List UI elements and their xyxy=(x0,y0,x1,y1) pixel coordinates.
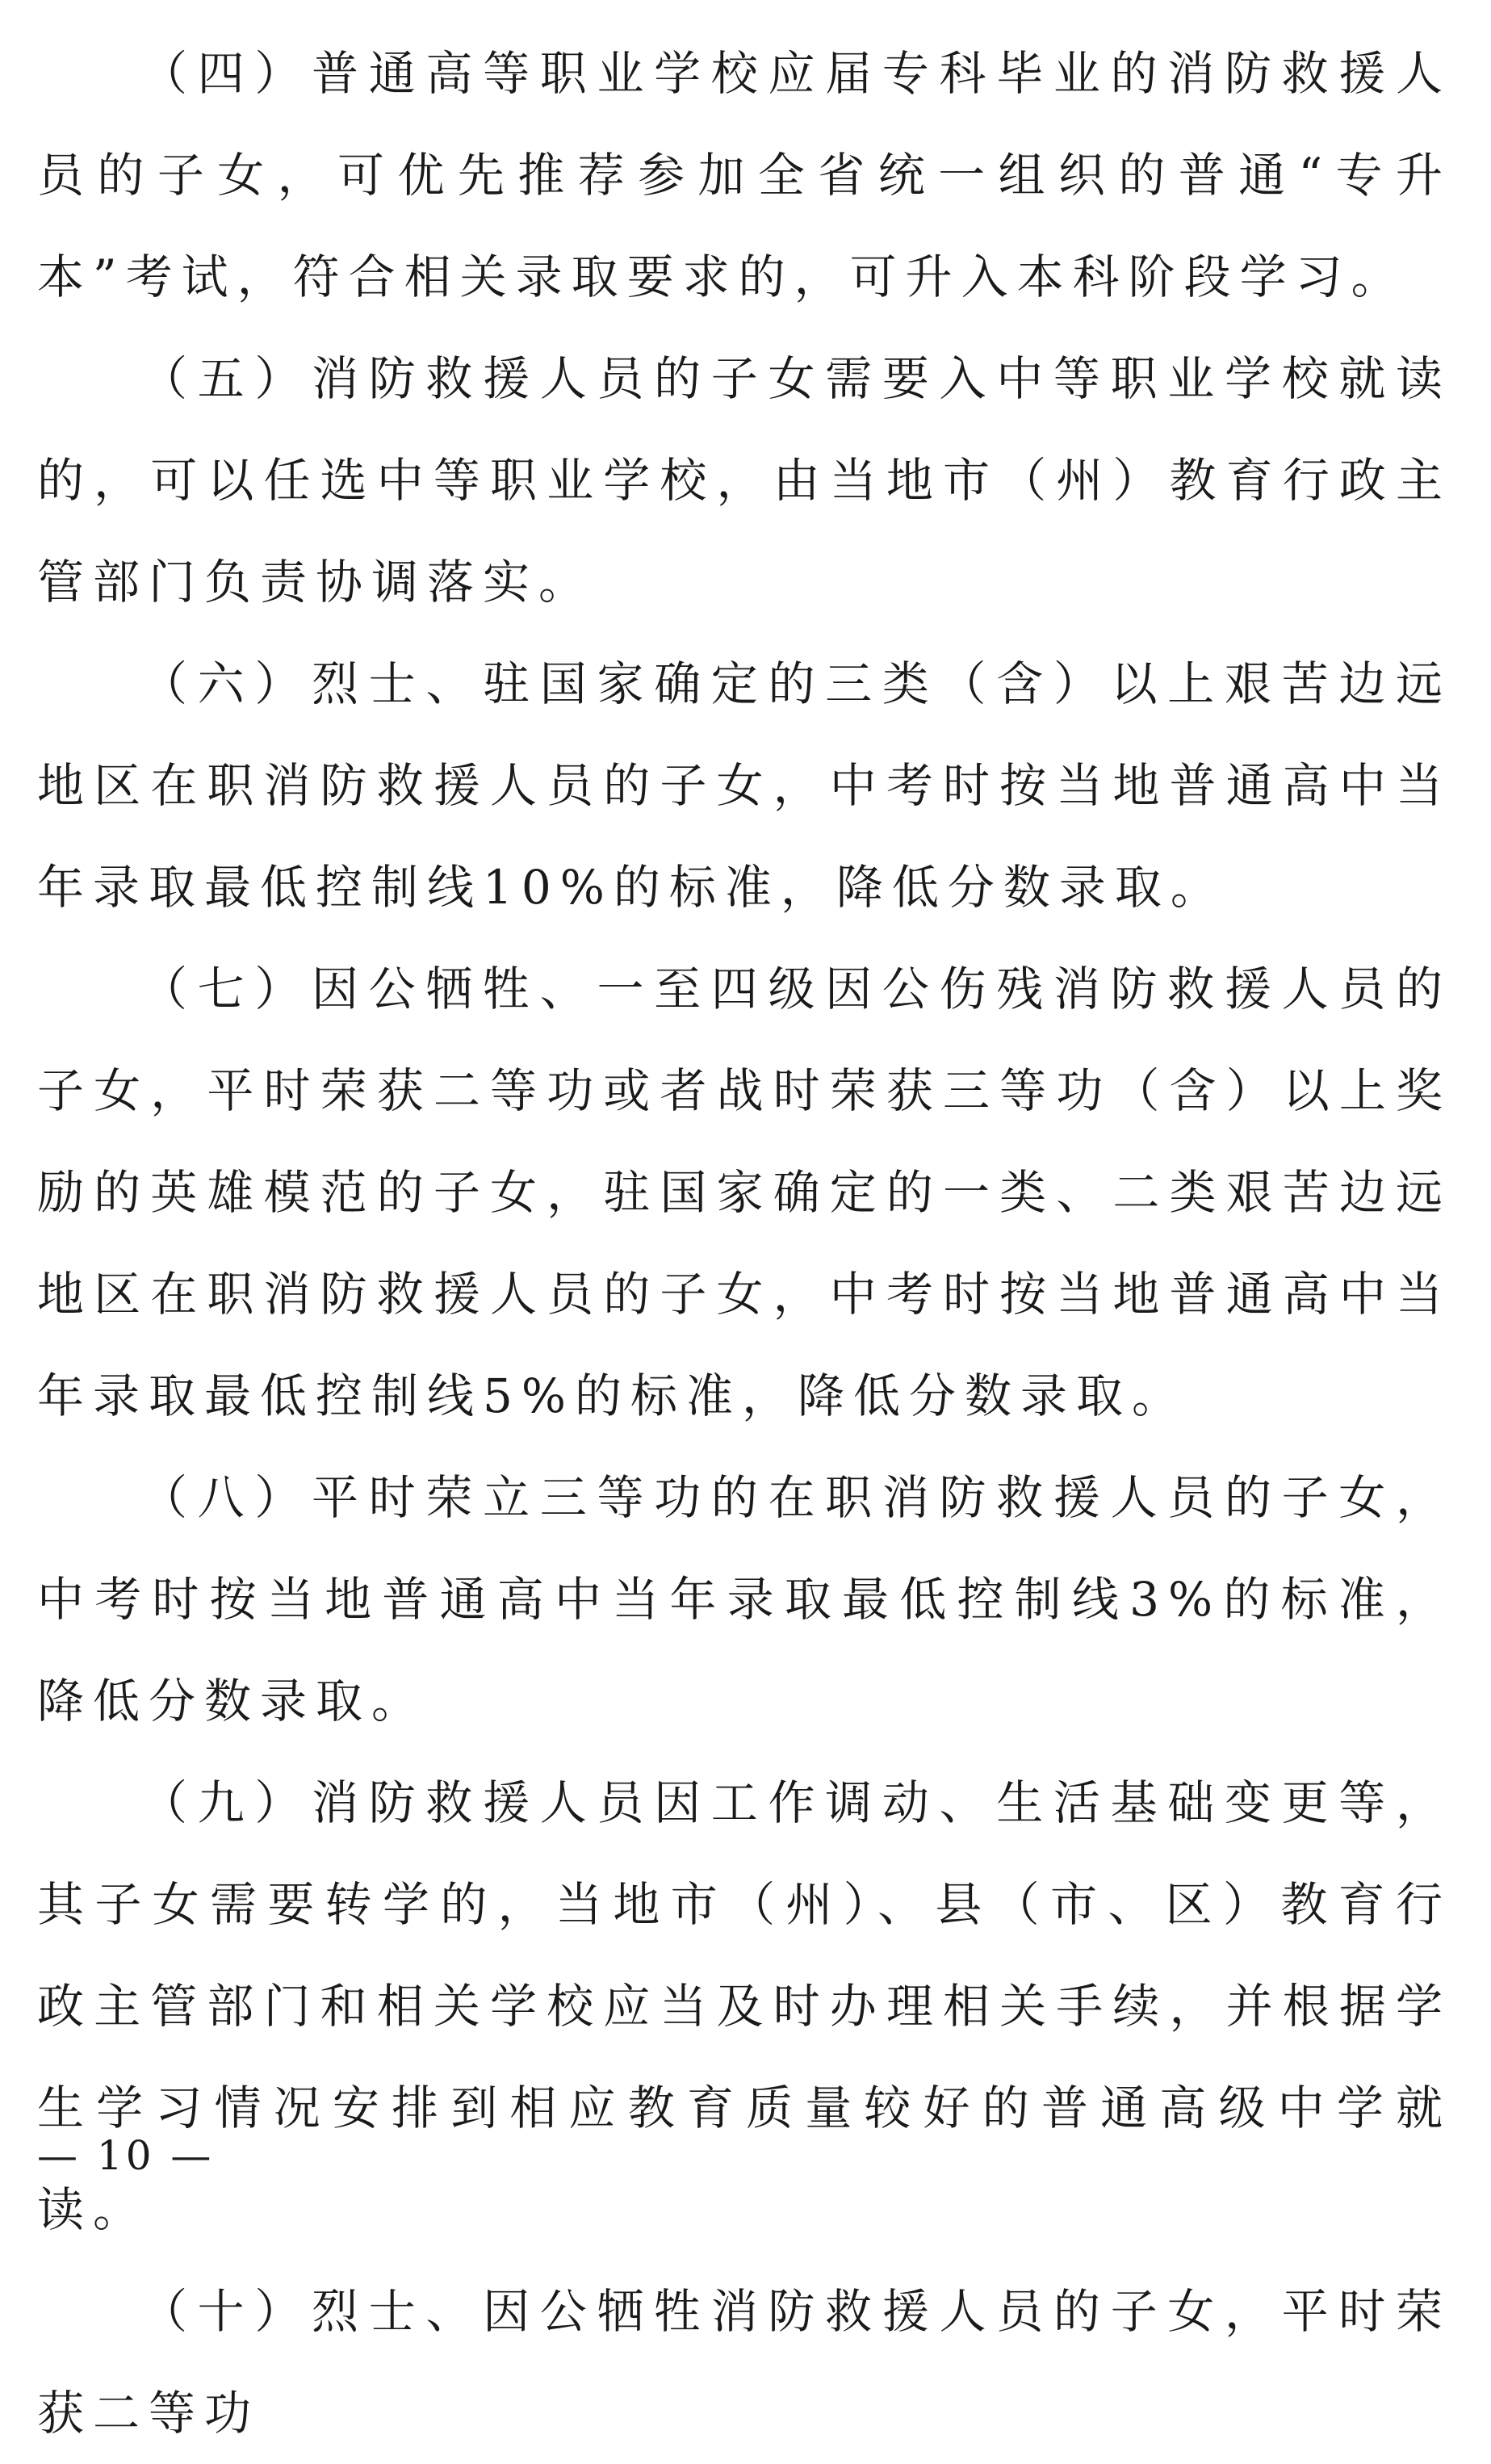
paragraph-10: （十）烈士、因公牺牲消防救援人员的子女，平时荣获二等功 xyxy=(37,2284,1451,2441)
paragraph-6: （六）烈士、驻国家确定的三类（含）以上艰苦边远地区在职消防救援人员的子女，中考时按当地普通高中当年录取最低控制线10%的标准，降低分数录取。 xyxy=(37,656,1451,915)
paragraph-9: （九）消防救援人员因工作调动、生活基础变更等，其子女需要转学的，当地市（州）、县（市、区）教育行政主管部门和相关学校应当及时办理相关手续，并根据学生学习情况安排到相应教育质量较好的普通高级中学就读。 xyxy=(37,1775,1451,2237)
paragraph-8: （八）平时荣立三等功的在职消防救援人员的子女，中考时按当地普通高中当年录取最低控制线3%的标准，降低分数录取。 xyxy=(37,1470,1451,1729)
document-body xyxy=(37,23,1451,2464)
page-number: — 10 — xyxy=(37,2132,215,2179)
paragraph-7: （七）因公牺牲、一至四级因公伤残消防救援人员的子女，平时荣获二等功或者战时荣获三等功（含）以上奖励的英雄模范的子女，驻国家确定的一类、二类艰苦边远地区在职消防救援人员的子女，中考时按当地普通高中当年录取最低控制线5%的标准，降低分数录取。 xyxy=(37,962,1451,1423)
paragraph-5: （五）消防救援人员的子女需要入中等职业学校就读的，可以任选中等职业学校，由当地市（州）教育行政主管部门负责协调落实。 xyxy=(37,351,1451,610)
paragraph-4: （四）普通高等职业学校应届专科毕业的消防救援人员的子女，可优先推荐参加全省统一组织的普通“专升本”考试，符合相关录取要求的，可升入本科阶段学习。 xyxy=(37,46,1451,304)
